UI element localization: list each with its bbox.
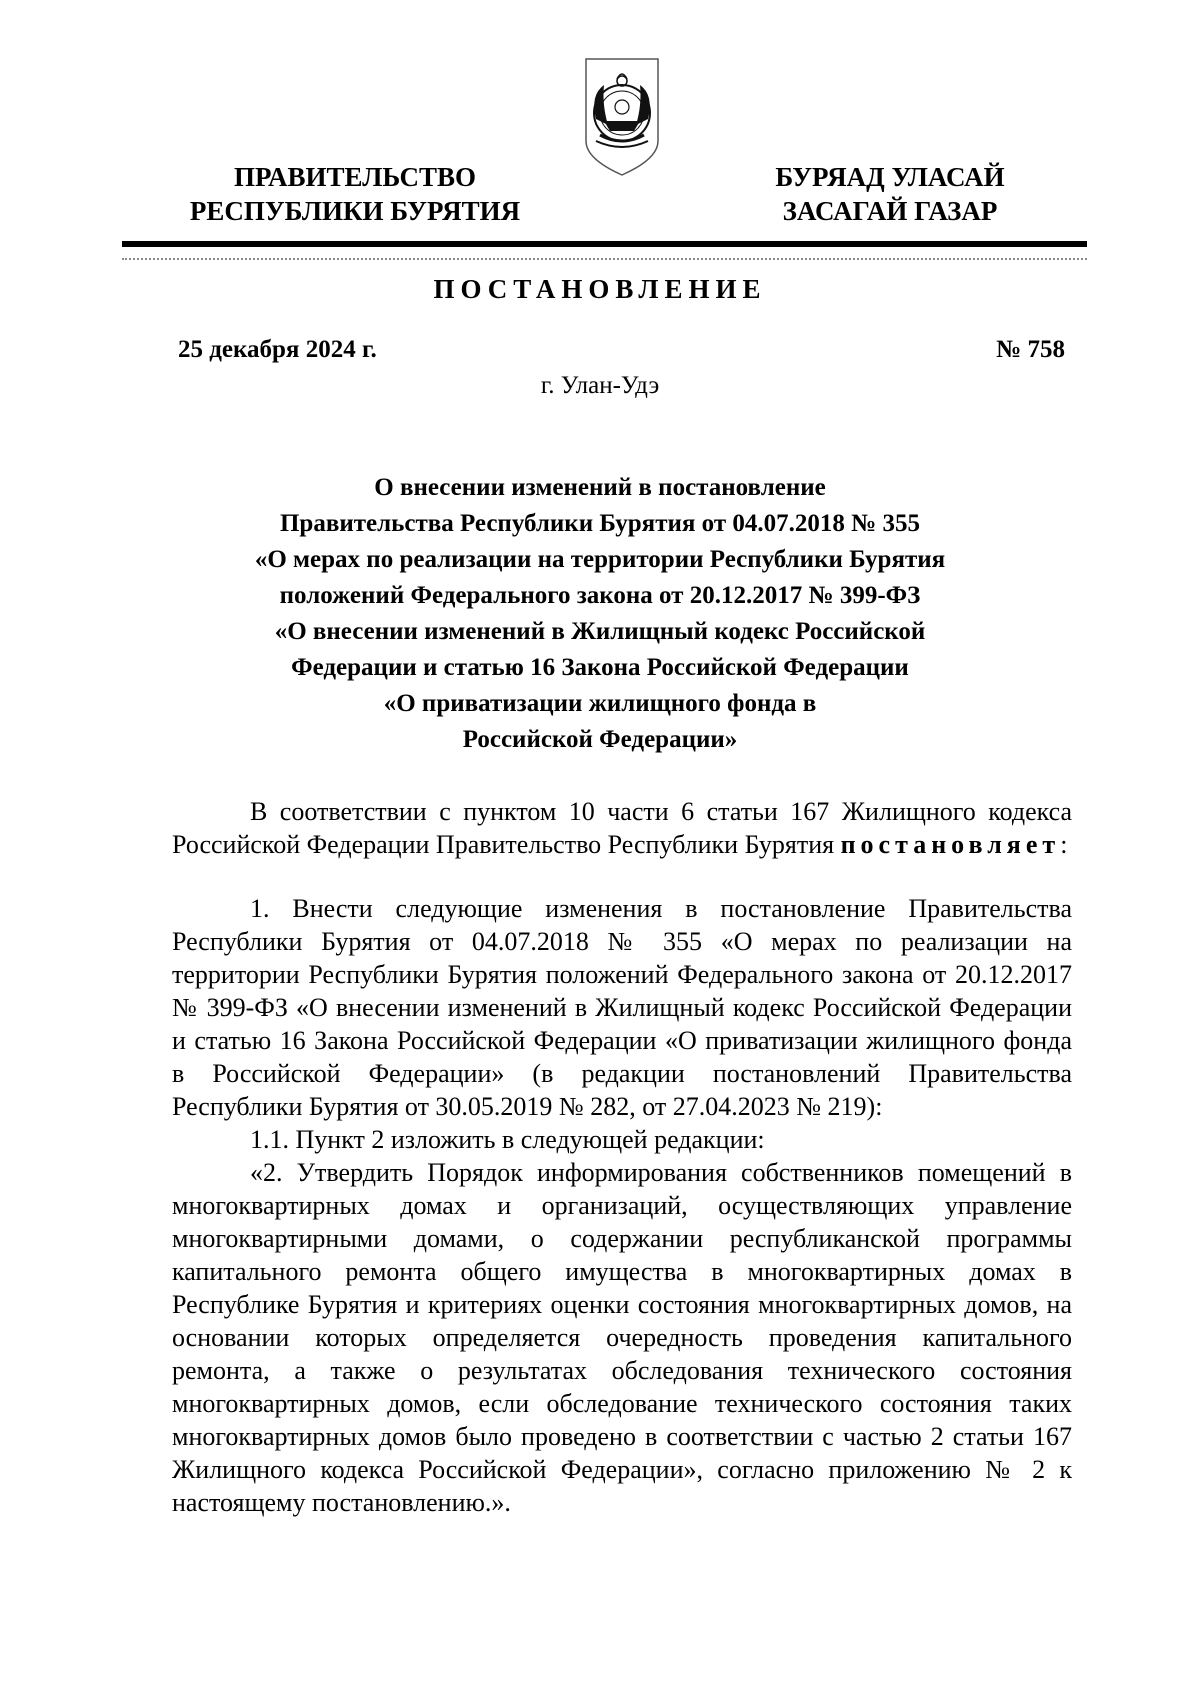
document-type: ПОСТАНОВЛЕНИЕ bbox=[433, 274, 767, 304]
header-divider-thin bbox=[122, 258, 1087, 260]
header-right-line1: БУРЯАД УЛАСАЙ bbox=[775, 162, 1005, 192]
header-left-line1: ПРАВИТЕЛЬСТВО bbox=[233, 162, 477, 192]
paragraph-1: 1. Внести следующие изменения в постановление Правительства Республики Бурятия от 04.07.2018 № 355 «О мерах по реализации на территории Республики Бурятия положений Федерального закона от 20.12.2017 № 399-ФЗ «О внесении изменений в Жилищный кодекс Российской Федерации и статью 16 Закона Российской Федерации «О приватизации жилищного фонда в Российской Федерации» (в редакции постановлений Правительства Республики Бурятия от 30.05.2019 № 282, от 27.04.2023 № 219): bbox=[172, 894, 1072, 1121]
paragraph-2-quote: «2. Утвердить Порядок информирования собственников помещений в многоквартирных домах и организаций, осуществляющих управление многоквартирными домами, о содержании республиканской программы капитального ремонта общего имущества в многоквартирных домах в Республике Бурятия и критериях оценки состояния многоквартирных домов, на основании которых определяется очередность проведения капитального ремонта, а также о результатах обследования технического состояния многоквартирных домов, если обследование технического состояния таких многоквартирных домов было проведено в соответствии с частью 2 статьи 167 Жилищного кодекса Российской Федерации», согласно приложению № 2 к настоящему постановлению.». bbox=[172, 1158, 1072, 1517]
document-title bbox=[170, 470, 1030, 758]
title-line: «О мерах по реализации на территории Республики Бурятия bbox=[254, 546, 946, 573]
preamble-end: : bbox=[1060, 830, 1068, 859]
header-divider-thick bbox=[122, 241, 1087, 247]
title-line: Правительства Республики Бурятия от 04.07.2018 № 355 bbox=[279, 510, 920, 537]
preamble-keyword: постановляет bbox=[840, 830, 1061, 859]
header-right-line2: ЗАСАГАЙ ГАЗАР bbox=[782, 196, 998, 226]
document-body bbox=[172, 795, 1072, 1519]
document-city: г. Улан-Удэ bbox=[540, 372, 660, 399]
title-line: «О внесении изменений в Жилищный кодекс Российской bbox=[274, 618, 926, 645]
title-line: «О приватизации жилищного фонда в bbox=[383, 690, 817, 717]
title-line: Федерации и статью 16 Закона Российской Федерации bbox=[291, 654, 909, 681]
header-right-bua bbox=[745, 160, 1035, 228]
paragraph-1-1: 1.1. Пункт 2 изложить в следующей редакции: bbox=[250, 1125, 765, 1154]
header-left-ru bbox=[165, 160, 545, 228]
title-line: положений Федерального закона от 20.12.2017 № 399-ФЗ bbox=[279, 582, 921, 609]
title-line: О внесении изменений в постановление bbox=[374, 474, 826, 501]
preamble-paragraph bbox=[172, 795, 1072, 861]
republic-emblem-icon bbox=[582, 55, 662, 177]
title-line: Российской Федерации» bbox=[462, 726, 738, 753]
document-number: № 758 bbox=[996, 336, 1065, 363]
document-date: 25 декабря 2024 г. bbox=[178, 336, 377, 363]
header-left-line2: РЕСПУБЛИКИ БУРЯТИЯ bbox=[189, 196, 521, 226]
preamble-text: В соответствии с пунктом 10 части 6 статьи 167 Жилищного кодекса Российской Федерации Правительство Республики Бурятия bbox=[172, 797, 1072, 859]
